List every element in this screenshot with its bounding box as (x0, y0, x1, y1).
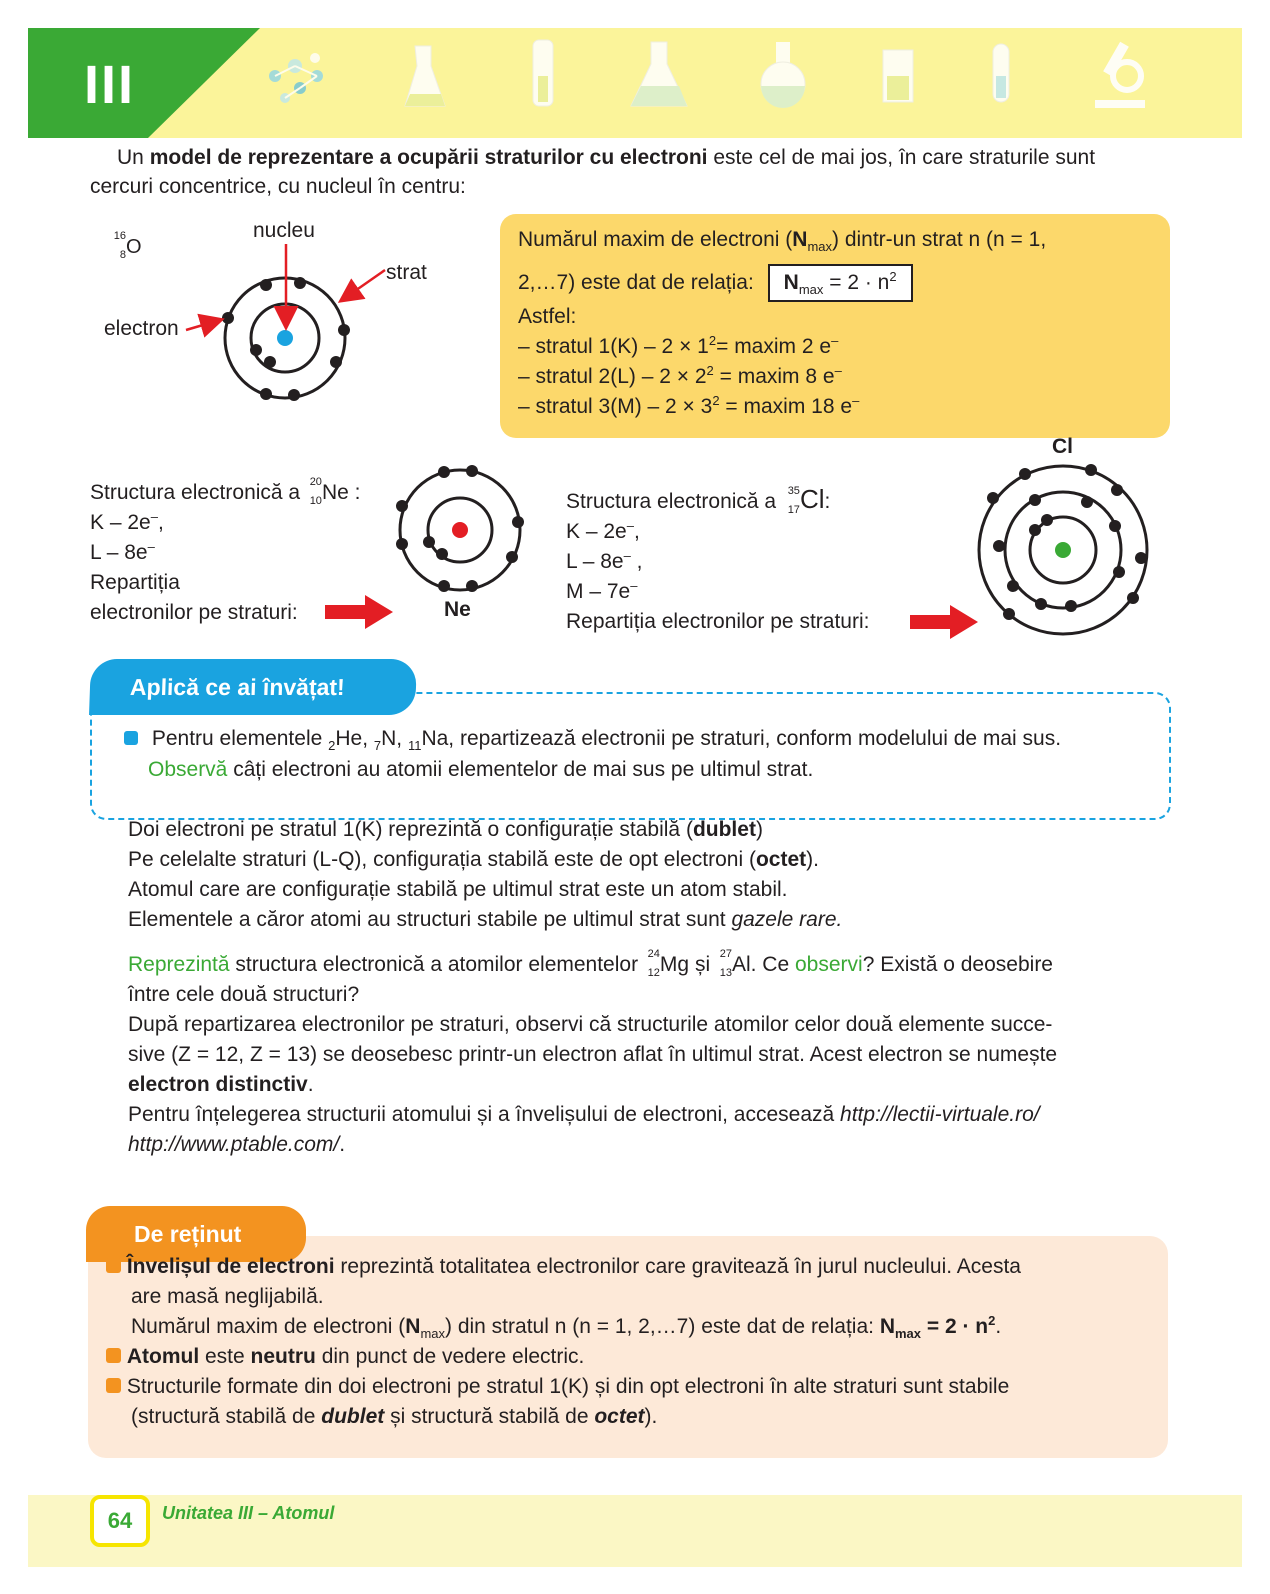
list-item: – stratul $1(K) - 2 \times 1^2=$ maxim 2 e– (518, 333, 839, 358)
neon-atom-diagram (392, 462, 528, 598)
chlorine-atom-diagram (975, 462, 1151, 638)
microscope-icon (1095, 42, 1145, 108)
beaker-icon (405, 46, 445, 106)
footer-title: Unitatea III – Atomul (162, 1503, 335, 1523)
round-flask-icon (761, 42, 805, 108)
represent-paragraph: Reprezintă structura electronică a atomilor elementelor 24 12 Mg și 27 13 Al. Ce observi? Există o deosebire între cele două structuri? După repartizarea electronilor pe straturi, observi că structurile atomilor celor două elemente succe- sive (Z = 12, Z = 13) se deosebesc printr-un electron aflat în ultimul strat. Acest electron se numește electron distinctiv. Pentru înțelegerea structurii atomului și a învelișului de electroni, accesează http://lectii-virtuale.ro/ http://www.ptable.com/. (128, 948, 1058, 1156)
bullet-icon (106, 1258, 121, 1273)
remember-content: Învelișul de electroni reprezintă totalitatea electronilor care gravitează în jurul nucleului. Acesta are masă neglijabilă. Numărul maxim de electroni $(N_{max})$ din stratul n (n = 1, 2,…7) este dat de relația: $N_{max} = 2 \cdot n^2$. Atomul este neutru din punct de vedere electric. Structurile formate din doi electroni pe stratul 1(K) și din opt electroni în alte straturi sunt stabile (structură stabilă de dublet și structură stabilă de octet). (106, 1252, 1156, 1432)
bullet-icon (124, 731, 138, 745)
max-box-line-2: 2,…7) este dat de relația: $N_{max} = 2 \cdot n^2$ (518, 264, 913, 302)
molecule-icon (269, 53, 323, 103)
apply-line-1: Pentru elementele $_2$He, $_7$N, $_{11}$Na, repartizează electronii pe straturi, conform modelului de mai sus. (124, 724, 1154, 754)
shell-label: strat (386, 261, 427, 284)
intro-text-end: este cel de mai jos, în care straturile sunt (707, 146, 1096, 169)
max-box-list (518, 332, 859, 422)
intro-text: Un (117, 146, 150, 169)
graduated-cup-icon (883, 50, 913, 102)
bullet-icon (106, 1378, 121, 1393)
flask-icon (631, 42, 687, 106)
page-number: 64 (90, 1495, 150, 1547)
list-item: – stratul $2(L) - 2 \times 2^2$ = maxim 8 e– (518, 363, 842, 388)
chlorine-arrow-icon (910, 605, 980, 639)
intro-bold: model de reprezentare a ocupării straturilor cu electroni (149, 146, 708, 169)
apply-tab: Aplică ce ai învățat! (89, 659, 417, 715)
nucleus (452, 522, 468, 538)
bullet-icon (106, 1348, 121, 1363)
max-box-astfel: Astfel: (518, 305, 577, 328)
nucleus-label: nucleu (253, 219, 315, 242)
intro-line-2: cercuri concentrice, cu nucleul în centru: (90, 175, 466, 198)
nucleus (1055, 542, 1071, 558)
list-item: – stratul $3(M) - 2 \times 3^2$ = maxim 18 e– (518, 393, 860, 418)
header-icons (255, 36, 1155, 126)
apply-line-2: Observă câți electroni au atomii elementelor de mai sus pe ultimul strat. (148, 758, 814, 781)
oxygen-atom-diagram (180, 240, 440, 420)
neon-label: Ne (444, 598, 471, 621)
chapter-number: III (84, 55, 136, 115)
formula-box: $N_{max} = 2 \cdot n^2$ (768, 264, 913, 302)
nucleus (277, 330, 293, 346)
oxygen-symbol: 16 8 O (113, 230, 142, 261)
chapter-tab (28, 28, 260, 138)
link-ptable[interactable]: http://www.ptable.com/ (128, 1133, 340, 1156)
chlorine-label: Cl (1052, 435, 1073, 458)
neon-structure-text: Structura electronică a 20 10 Ne : K – 2e–, L – 8e– Repartiția electronilor pe straturi: (90, 476, 361, 624)
stable-config-paragraph: Doi electroni pe stratul 1(K) reprezintă o configurație stabilă (dublet) Pe celelalte straturi (L-Q), configurația stabilă este de opt electroni (octet). Atomul care are configurație stabilă pe ultimul strat este un atom stabil. Elementele a căror atomi au structuri stabile pe ultimul strat sunt gazele rare. (128, 818, 843, 931)
max-box-line-1: Numărul maxim de electroni $(N_{max})$ dintr-un strat n (n = 1, (518, 228, 1047, 255)
remember-tab: De reținut (86, 1206, 306, 1262)
electron-label: electron (104, 317, 179, 340)
test-tube-icon (993, 44, 1009, 102)
thermometer-icon (533, 40, 553, 106)
link-lectii-virtuale[interactable]: http://lectii-virtuale.ro/ (840, 1103, 1040, 1126)
intro-paragraph (117, 143, 1177, 173)
neon-arrow-icon (325, 595, 395, 629)
chlorine-structure-text: Structura electronică a 35 17 Cl: K – 2e–, L – 8e– , M – 7e– Repartiția electronilor pe straturi: (566, 484, 870, 633)
